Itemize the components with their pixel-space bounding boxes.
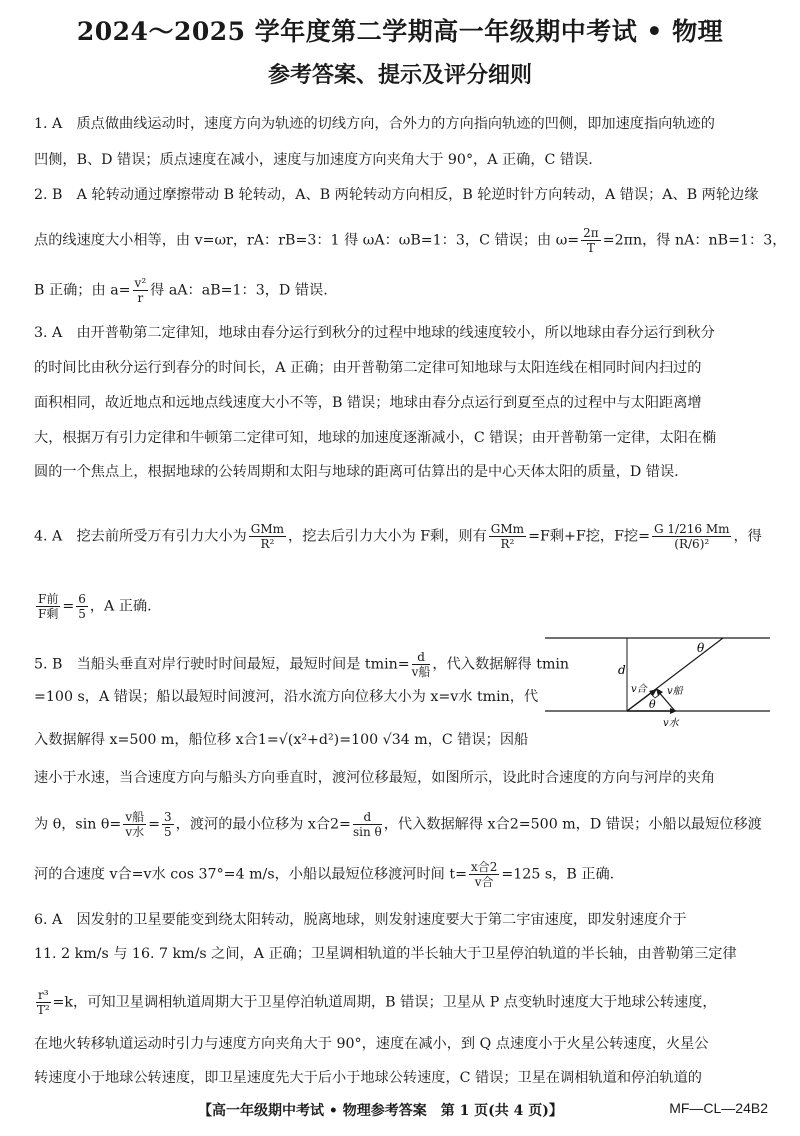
q5-text-6b: =125 s，B 正确. xyxy=(501,866,615,883)
q6-line-5: 转速度小于地球公转速度，即卫星速度先大于后小于地球公转速度，C 错误；卫星在调相轨道和停泊轨道的 xyxy=(34,1070,702,1086)
fraction-denominator: v船 xyxy=(411,665,431,679)
time-fraction-2 xyxy=(469,860,499,889)
fraction-denominator: r xyxy=(137,291,144,305)
q3-line-2: 的时间比由秋分运行到春分的时间长，A 正确；由开普勒第二定律可知地球与太阳连线在相同时间内扫过的 xyxy=(34,360,702,376)
gravity-fraction-3 xyxy=(652,522,731,551)
sine-value-fraction xyxy=(162,810,174,839)
q4-text-d: ，得 xyxy=(733,528,762,545)
time-fraction xyxy=(412,650,431,679)
q3-line-1: 3. A 由开普勒第二定律知，地球由春分运行到秋分的过程中地球的线速度较小，所以地球由春分运行到秋分 xyxy=(34,325,715,341)
fraction-denominator: T² xyxy=(36,1003,50,1017)
fraction-numerator: 2π xyxy=(583,226,599,240)
q5-line-6 xyxy=(34,860,614,889)
gravity-fraction-1 xyxy=(249,522,286,551)
q5-text-a: 5. B 当船头垂直对岸行驶时时间最短，最短时间是 tmin= xyxy=(34,656,410,673)
q5-text-5c: ，代入数据解得 x合2=500 m，D 错误；小船以最短位移渡 xyxy=(383,816,762,833)
fraction-denominator: sin θ xyxy=(352,825,382,839)
q5-text-b: ，代入数据解得 tmin xyxy=(432,656,570,673)
q4-line-2: $\frac{\text{F前}}{\text{F剩}}$ = $\frac{6}{5}$ ，A 正确. xyxy=(38,592,152,621)
label-v-shui: v水 xyxy=(663,718,679,729)
q5-line-1 xyxy=(34,650,569,679)
q4-text-c: =F剩+F挖，F挖= xyxy=(528,528,651,545)
fraction-numerator: v² xyxy=(134,276,147,290)
q5-line-3: 入数据解得 x=500 m，船位移 x合1=√(x²+d²)=100 √34 m，C 错误；因船 xyxy=(34,732,529,748)
sine-fraction xyxy=(123,810,146,839)
q2-line-3-text-b: 得 aA：aB=1：3，D 错误. xyxy=(150,282,328,299)
q2-line-2-text-b: =2πn，得 nA：nB=1：3， xyxy=(602,232,787,249)
label-theta-bottom: θ xyxy=(649,698,656,711)
q2-line-3-text-a: B 正确；由 a= xyxy=(34,282,131,299)
label-d: d xyxy=(618,663,626,677)
omega-fraction xyxy=(581,226,601,255)
q6-line-3 xyxy=(34,988,717,1017)
fraction-numerator: F前 xyxy=(38,592,59,606)
fraction-numerator: d xyxy=(412,650,431,665)
q1-line-2: 凹侧，B、D 错误；质点速度在减小，速度与加速度方向夹角大于 90°，A 正确，C 错误. xyxy=(34,152,593,168)
document-subtitle: 参考答案、提示及评分细则 xyxy=(267,62,532,88)
q4-line-2-text: ，A 正确. xyxy=(89,598,152,615)
kepler-fraction xyxy=(36,988,51,1017)
fraction-denominator: v水 xyxy=(125,825,145,839)
q5-text-5b: ，渡河的最小位移为 x合2= xyxy=(175,816,351,833)
ratio-value-fraction xyxy=(76,592,88,621)
fraction-numerator: d xyxy=(353,810,382,825)
footer-page-info: 【高一年级期中考试 • 物理参考答案 第 1 页(共 4 页)】 xyxy=(198,1103,563,1119)
document-title: 2024～2025 学年度第二学期高一年级期中考试 • 物理 xyxy=(76,17,724,46)
q5-line-5 xyxy=(34,810,762,839)
fraction-denominator: F剩 xyxy=(38,607,59,621)
fraction-denominator: (R/6)² xyxy=(674,537,710,551)
gravity-fraction-2 xyxy=(489,522,526,551)
fraction-numerator: GMm xyxy=(490,522,525,536)
q5-line-2: =100 s，A 错误；船以最短时间渡河，沿水流方向位移大小为 x=v水 tmin，代 xyxy=(34,689,539,705)
force-ratio-fraction xyxy=(36,592,60,621)
fraction-denominator: v合 xyxy=(474,875,494,889)
fraction-numerator: 3 xyxy=(164,810,172,824)
fraction-numerator: GMm xyxy=(250,522,284,536)
v-he-arrowhead xyxy=(649,689,657,696)
q4-text-a: 4. A 挖去前所受万有引力大小为 xyxy=(34,528,247,545)
displacement-fraction xyxy=(353,810,382,839)
fraction-numerator: G 1/216 Mm xyxy=(654,522,730,536)
fraction-numerator: x合2 xyxy=(470,860,498,874)
q5-text-5a: 为 θ，sin θ= xyxy=(34,816,122,833)
q2-line-3 xyxy=(34,276,328,305)
label-v-chuan: v船 xyxy=(667,686,683,697)
equals-sign: = xyxy=(148,816,160,833)
q2-line-1: 2. B A 轮转动通过摩擦带动 B 轮转动，A、B 两轮转动方向相反，B 轮逆时针方向转动，A 错误；A、B 两轮边缘 xyxy=(34,187,759,203)
q2-line-2 xyxy=(34,226,786,255)
q4-line-1 xyxy=(34,522,762,551)
q3-line-5: 圆的一个焦点上，根据地球的公转周期和太阳与地球的距离可估算出的是中心天体太阳的质量，D 错误. xyxy=(34,464,679,480)
q2-line-2-text-a: 点的线速度大小相等，由 v=ωr，rA：rB=3：1 得 ωA：ωB=1：3，C 错误；由 ω= xyxy=(34,232,580,249)
fraction-denominator: 5 xyxy=(164,825,172,839)
fraction-numerator: v船 xyxy=(125,810,145,824)
acceleration-fraction xyxy=(133,276,149,305)
q6-line-2: 11. 2 km/s 与 16. 7 km/s 之间，A 正确；卫星调相轨道的半长轴大于卫星停泊轨道的半长轴，由普勒第三定律 xyxy=(34,946,737,962)
fraction-denominator: R² xyxy=(260,537,275,551)
label-v-he: v合 xyxy=(631,684,647,695)
label-theta-top: θ xyxy=(697,641,705,655)
footer-code: MF—CL—24B2 xyxy=(669,1100,768,1116)
q3-line-4: 大，根据万有引力定律和牛顿第二定律可知，地球的加速度逐渐减小，C 错误；由开普勒第一定律，太阳在椭 xyxy=(34,430,717,446)
q6-line-3-text: =k，可知卫星调相轨道周期大于卫星停泊轨道周期，B 错误；卫星从 P 点变轨时速度大于地球公转速度， xyxy=(52,994,717,1011)
q5-line-4: 速小于水速，当合速度方向与船头方向垂直时，渡河位移最短，如图所示，设此时合速度的方向与河岸的夹角 xyxy=(34,770,716,786)
q4-text-b: ，挖去后引力大小为 F剩，则有 xyxy=(288,528,487,545)
q6-line-1: 6. A 因发射的卫星要能变到绕太阳转动，脱离地球，则发射速度要大于第二宇宙速度，即发射速度介于 xyxy=(34,912,687,928)
fraction-numerator: 6 xyxy=(78,592,86,606)
fraction-denominator: 5 xyxy=(78,607,86,621)
q6-line-4: 在地火转移轨道运动时引力与速度方向夹角大于 90°，速度在减小，到 Q 点速度小于火星公转速度，火星公 xyxy=(34,1036,709,1052)
river-crossing-diagram xyxy=(545,634,770,729)
fraction-denominator: R² xyxy=(500,537,515,551)
fraction-numerator: r³ xyxy=(38,988,49,1002)
q5-text-6a: 河的合速度 v合=v水 cos 37°=4 m/s，小船以最短位移渡河时间 t= xyxy=(34,866,467,883)
page-footer xyxy=(0,1100,800,1124)
q1-line-1: 1. A 质点做曲线运动时，速度方向为轨迹的切线方向，合外力的方向指向轨迹的凹侧，即加速度指向轨迹的 xyxy=(34,116,715,132)
fraction-denominator: T xyxy=(586,241,595,255)
q3-line-3: 面积相同，故近地点和远地点线速度大小不等，B 错误；地球由春分点运行到夏至点的过程中与太阳距离增 xyxy=(34,395,702,411)
